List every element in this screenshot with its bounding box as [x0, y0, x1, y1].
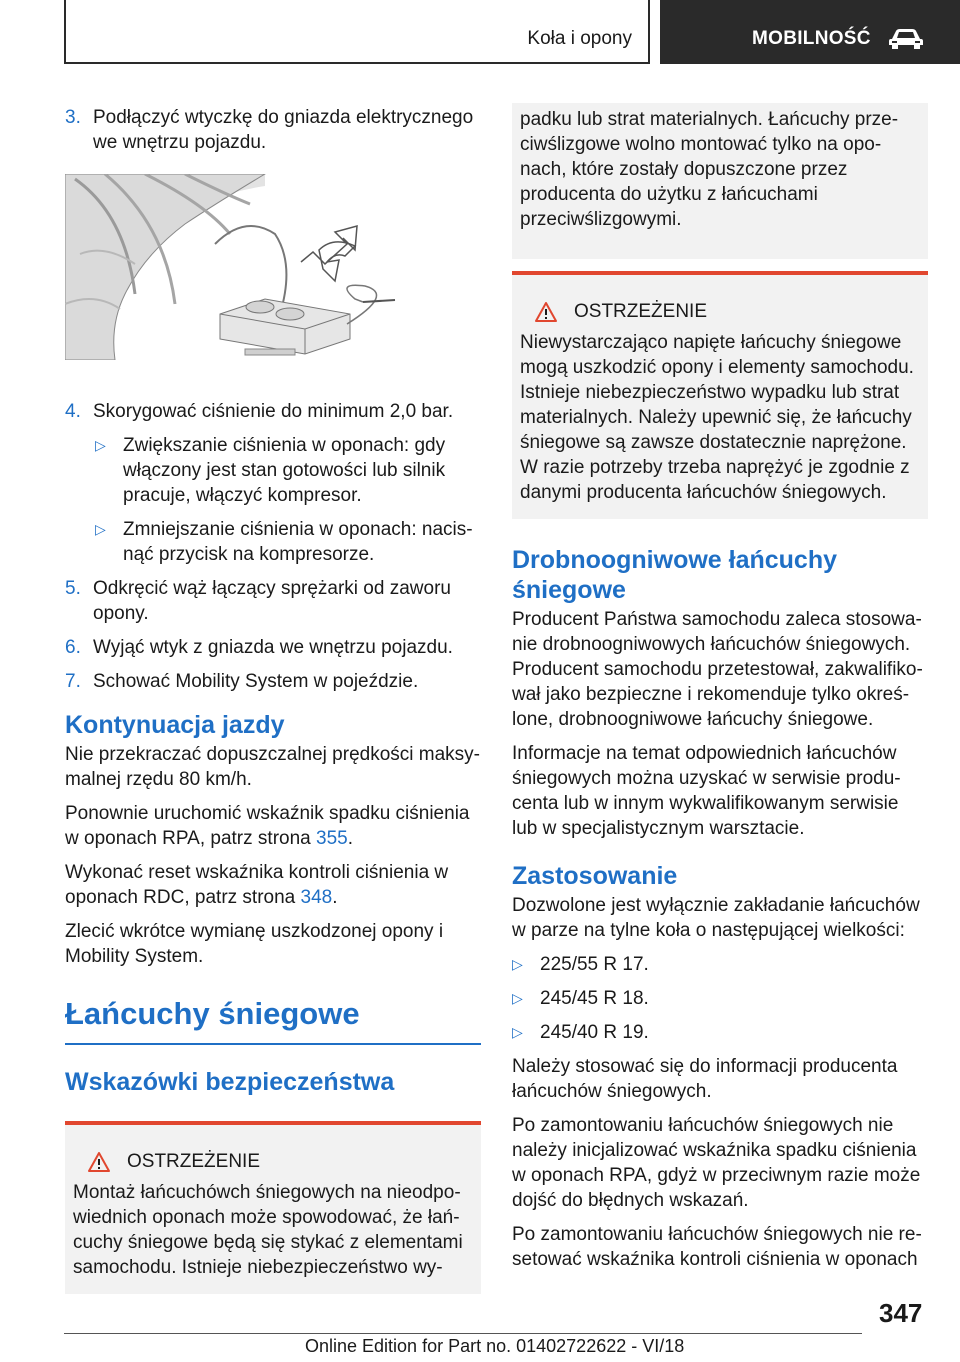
list-item — [65, 576, 481, 626]
warning-header — [73, 1149, 473, 1174]
triangle-bullet-icon: ▷ — [512, 1024, 523, 1040]
right-column — [512, 103, 928, 1281]
fine-chains-paragraph: Producent Państwa samochodu zaleca stosowanie drobnoogniwowych łańcuchów śniegowych. Producent samochodu przetestował, zakwalifikował jako bezpieczne i rekomenduje tylko określone, drobnoogniwowe łańcuchy śniegowe. — [512, 609, 923, 730]
step-text: Odkręcić wąż łączący sprężarki od zaworu opony. — [93, 578, 451, 624]
header-chapter-title: MOBILNOŚĆ — [752, 28, 871, 49]
continue-heading: Kontynuacja jazdy — [65, 711, 285, 739]
safety-heading: Wskazówki bezpieczeństwa — [65, 1068, 395, 1096]
step-number: 7. — [65, 671, 81, 692]
warning-continuation-text: padku lub strat materialnych. Łańcuchy przeciwślizgowe wolno montować tylko na oponach, które zostały dopuszczone przez producenta do użytku z łańcuchami przeciwślizgowymi. — [520, 109, 899, 230]
list-item — [65, 399, 481, 424]
step-text: Podłączyć wtyczkę do gniazda elektrycznego we wnętrzu pojazdu. — [93, 107, 474, 153]
header-chapter-box — [660, 0, 960, 64]
warning-text: Montaż łańcuchówch śniegowych na nieodpowiednich oponach może spowodować, że łańcuchy śniegowe będą się stykać z elementami samochodu. Istnieje niebezpieczeństwo wy- — [73, 1182, 463, 1278]
list-item — [512, 986, 928, 1011]
continue-text: Ponownie uruchomić wskaźnik spadku ciśnienia w oponach RPA, patrz strona — [65, 803, 470, 849]
car-icon — [888, 26, 924, 50]
warning-text: Niewystarczająco napięte łańcuchy śniegowe mogą uszkodzić opony i elementy samochodu. Istnieje niebezpieczeństwo wypadku lub strat materialnych. Należy upewnić się, że łańcuchy śniegowe są zawsze dostatecznie naprężone. W razie potrzeby trzeba naprężyć je zgodnie z danymi producenta łańcuchów śniegowych. — [520, 332, 914, 503]
continue-paragraph: Ponownie uruchomić wskaźnik spadku ciśnienia w oponach RPA, patrz strona 355. — [65, 803, 470, 849]
usage-paragraph: Po zamontowaniu łańcuchów śniegowych nie należy inicjalizować wskaźnika spadku ciśnienia w oponach RPA, gdyż w przeciwnym razie może dojść do błędnych wskazań. — [512, 1115, 921, 1211]
footer-divider — [64, 1333, 862, 1334]
triangle-bullet-icon: ▷ — [512, 956, 523, 972]
header-section-box — [64, 0, 650, 64]
usage-paragraph: Dozwolone jest wyłącznie zakładanie łańcuchów w parze na tylne koła o następującej wielkości: — [512, 895, 920, 941]
bullet-text: Zmniejszanie ciśnienia w oponach: nacisnąć przycisk na kompresorze. — [123, 519, 473, 565]
list-item — [65, 669, 481, 694]
fine-chains-paragraph: Informacje na temat odpowiednich łańcuchów śniegowych można uzyskać w serwisie producenta lub w innym wykwalifikowanym serwisie lub w specjalistycznym warsztacie. — [512, 743, 901, 839]
list-item — [512, 1020, 928, 1045]
continue-paragraph: Nie przekraczać dopuszczalnej prędkości maksymalnej rzędu 80 km/h. — [65, 744, 480, 790]
size-text: 245/45 R 18. — [540, 988, 649, 1009]
triangle-bullet-icon: ▷ — [512, 990, 523, 1006]
usage-heading: Zastosowanie — [512, 862, 678, 890]
step-number: 4. — [65, 401, 81, 422]
bullet-text: Zwiększanie ciśnienia w oponach: gdy włączony jest stan gotowości lub silnik pracuje, włączyć kompresor. — [123, 435, 446, 506]
warning-label: OSTRZEŻENIE — [127, 1151, 261, 1172]
page-link-348[interactable]: 348 — [300, 887, 333, 908]
step-text: Schować Mobility System w pojeździe. — [93, 671, 419, 692]
warning-triangle-icon — [87, 1151, 111, 1173]
warning-header — [520, 299, 920, 324]
step-text: Skorygować ciśnienie do minimum 2,0 bar. — [93, 401, 454, 422]
step-number: 6. — [65, 637, 81, 658]
usage-paragraph: Należy stosować się do informacji producenta łańcuchów śniegowych. — [512, 1056, 898, 1102]
header-section-title: Koła i opony — [527, 28, 632, 49]
usage-paragraph: Po zamontowaniu łańcuchów śniegowych nie resetować wskaźnika kontroli ciśnienia w oponach — [512, 1224, 922, 1270]
list-item — [512, 952, 928, 977]
compressor-illustration — [65, 174, 481, 360]
left-column — [65, 105, 481, 1294]
continue-paragraph: Zlecić wkrótce wymianę uszkodzonej opony i Mobility System. — [65, 921, 444, 967]
list-item — [65, 635, 481, 660]
warning-box — [65, 1121, 481, 1294]
chapter-title: Łańcuchy śniegowe — [65, 995, 481, 1045]
step-text: Wyjąć wtyk z gniazda we wnętrzu pojazdu. — [93, 637, 453, 658]
list-item — [65, 433, 481, 508]
list-item — [65, 517, 481, 567]
warning-triangle-icon — [534, 301, 558, 323]
continue-text: Wykonać reset wskaźnika kontroli ciśnienia w oponach RDC, patrz strona — [65, 862, 449, 908]
triangle-bullet-icon: ▷ — [95, 521, 106, 537]
warning-label: OSTRZEŻENIE — [574, 301, 708, 322]
page-link-355[interactable]: 355 — [316, 828, 348, 849]
step-number: 3. — [65, 107, 81, 128]
footer-edition-text: Online Edition for Part no. 01402722622 - VI/18 — [305, 1336, 685, 1356]
warning-continuation-box — [512, 103, 928, 259]
warning-box — [512, 271, 928, 519]
list-item — [65, 105, 481, 155]
size-text: 225/55 R 17. — [540, 954, 649, 975]
triangle-bullet-icon: ▷ — [95, 437, 106, 453]
continue-paragraph: Wykonać reset wskaźnika kontroli ciśnienia w oponach RDC, patrz strona 348. — [65, 862, 449, 908]
step-number: 5. — [65, 578, 81, 599]
page-number: 347 — [879, 1298, 923, 1328]
fine-chains-heading: Drobnoogniwowe łańcuchy śniegowe — [512, 546, 838, 604]
size-text: 245/40 R 19. — [540, 1022, 649, 1043]
